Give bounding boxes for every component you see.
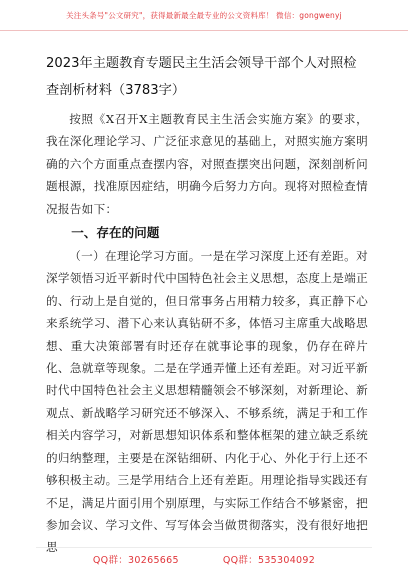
body-paragraph: （一）在理论学习方面。一是在学习深度上还有差距。对深学领悟习近平新时代中国特色社会主义思想，态度上是端正的、行动上是自觉的，但日常事务占用精力较多，真正静下心来系统学习、潜下心来认真钻研不多，体悟习主席重大战略思想、重大决策部署有时还存在就事论事的现象，仍存在碎片化、急就章等现象。二是在学通弄懂上还有差距。对习近平新时代中国特色社会主义思想精髓领会不够深刻，对新理论、新观点、新战略学习研究还不够深入、不够系统，满足于和工作相关内容学习，对新思想知识体系和整体框架的建立缺乏系统的归纳整理，主要是在深钻细研、内化于心、外化于行上还不够积极主动。三是学用结合上还有差距。用理论指导实践还有不足，满足片面引用个别原理，与实际工作结合不够紧密，把参加会议、学习文件、写写体会当做贯彻落实，没有很好地把思 [46,249,368,555]
footer-qq-group-2: QQ群：535304092 [222,555,316,566]
footer-divider [36,547,372,548]
document-title: 2023年主题教育专题民主生活会领导干部个人对照检查剖析材料（3783字） [46,56,357,98]
section-heading: 一、存在的问题 [71,225,160,241]
footer-qq-group-1: QQ群：30265665 [92,555,179,566]
intro-paragraph: 按照《X召开X主题教育民主生活会实施方案》的要求，我在深化理论学习、广泛征求意见的基础上，对照实施方案明确的六个方面重点查摆内容，对照查摆突出问题，深刻剖析问题根源，找准原因症结，明确今后努力方向。现将对照检查情况报告如下： [46,112,368,216]
document-page [46,50,368,559]
top-banner [0,0,408,31]
banner-text: 关注头条号"公文研究"，获得最新最全最专业的公文资料库！ 微信：gongwenyj [66,10,342,20]
footer [0,552,408,566]
